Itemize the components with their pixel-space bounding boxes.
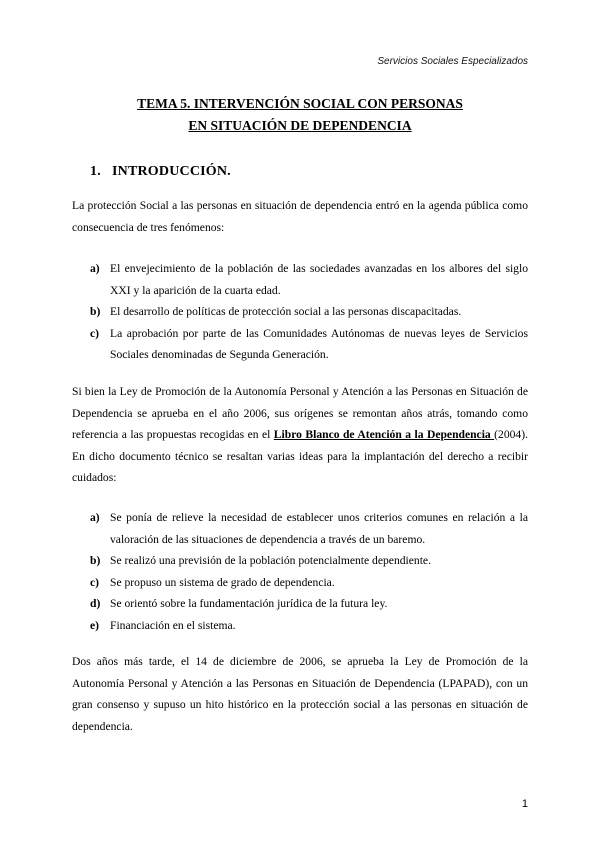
list-item-text: El envejecimiento de la población de las sociedades avanzadas en los albores del siglo XXI y la aparición de la cuarta edad. xyxy=(110,262,528,297)
list-item xyxy=(90,507,528,550)
title-line-2: EN SITUACIÓN DE DEPENDENCIA xyxy=(188,118,412,133)
list-marker: d) xyxy=(90,597,101,610)
list-item-text: Se ponía de relieve la necesidad de establecer unos criterios comunes en relación a la valoración de las situaciones de dependencia a través de un baremo. xyxy=(110,511,528,546)
page-number: 1 xyxy=(521,798,528,810)
list-marker: a) xyxy=(90,262,100,275)
list-item xyxy=(90,593,528,615)
phenomena-list xyxy=(90,258,528,366)
list-marker: b) xyxy=(90,554,101,567)
list-marker: a) xyxy=(90,511,100,524)
list-item xyxy=(90,550,528,572)
list-item-text: El desarrollo de políticas de protección social a las personas discapacitadas. xyxy=(110,305,462,318)
section-number: 1. xyxy=(90,164,101,179)
running-header: Servicios Sociales Especializados xyxy=(377,56,528,67)
list-item-text: Se orientó sobre la fundamentación jurídica de la futura ley. xyxy=(110,597,388,610)
list-marker: c) xyxy=(90,575,100,589)
list-item xyxy=(90,615,528,637)
list-marker: b) xyxy=(90,305,101,318)
intro-paragraph: La protección Social a las personas en situación de dependencia entró en la agenda pública como consecuencia de tres fenómenos: xyxy=(72,199,528,234)
list-item xyxy=(90,258,528,301)
list-item xyxy=(90,323,528,366)
law-paragraph-text: Si bien la Ley de Promoción de la Autonomía Personal y Atención a las Personas en Situación de Dependencia se aprueba en el año 2006, sus orígenes se remontan años atrás, tomando como referencia a las propuestas recogidas en el xyxy=(72,385,528,441)
list-item-text: Se realizó una previsión de la población potencialmente dependiente. xyxy=(110,554,431,567)
section-title: INTRODUCCIÓN. xyxy=(112,164,231,179)
ideas-list xyxy=(90,507,528,636)
document-title xyxy=(72,93,528,137)
list-item xyxy=(90,572,528,594)
law-paragraph-text-end: (2004). En dicho documento técnico se resaltan varias ideas para la implantación del derecho a recibir cuidados: xyxy=(72,428,528,484)
closing-paragraph: Dos años más tarde, el 14 de diciembre de 2006, se aprueba la Ley de Promoción de la Autonomía Personal y Atención a las Personas en Situación de Dependencia (LPAPAD), con un gran consenso y supuso un hito histórico en la protección social a las personas en situación de dependencia. xyxy=(72,655,528,733)
section-heading xyxy=(90,164,231,180)
list-item-text: Financiación en el sistema. xyxy=(110,618,236,632)
libro-blanco-reference: Libro Blanco de Atención a la Dependencia xyxy=(273,428,495,441)
law-paragraph xyxy=(72,381,528,489)
list-marker: c) xyxy=(90,326,100,340)
list-marker: e) xyxy=(90,618,100,632)
title-line-1: TEMA 5. INTERVENCIÓN SOCIAL CON PERSONAS xyxy=(137,96,463,111)
list-item xyxy=(90,301,528,323)
list-item-text: Se propuso un sistema de grado de dependencia. xyxy=(110,575,335,589)
list-item-text: La aprobación por parte de las Comunidades Autónomas de nuevas leyes de Servicios Sociales denominadas de Segunda Generación. xyxy=(110,326,528,361)
